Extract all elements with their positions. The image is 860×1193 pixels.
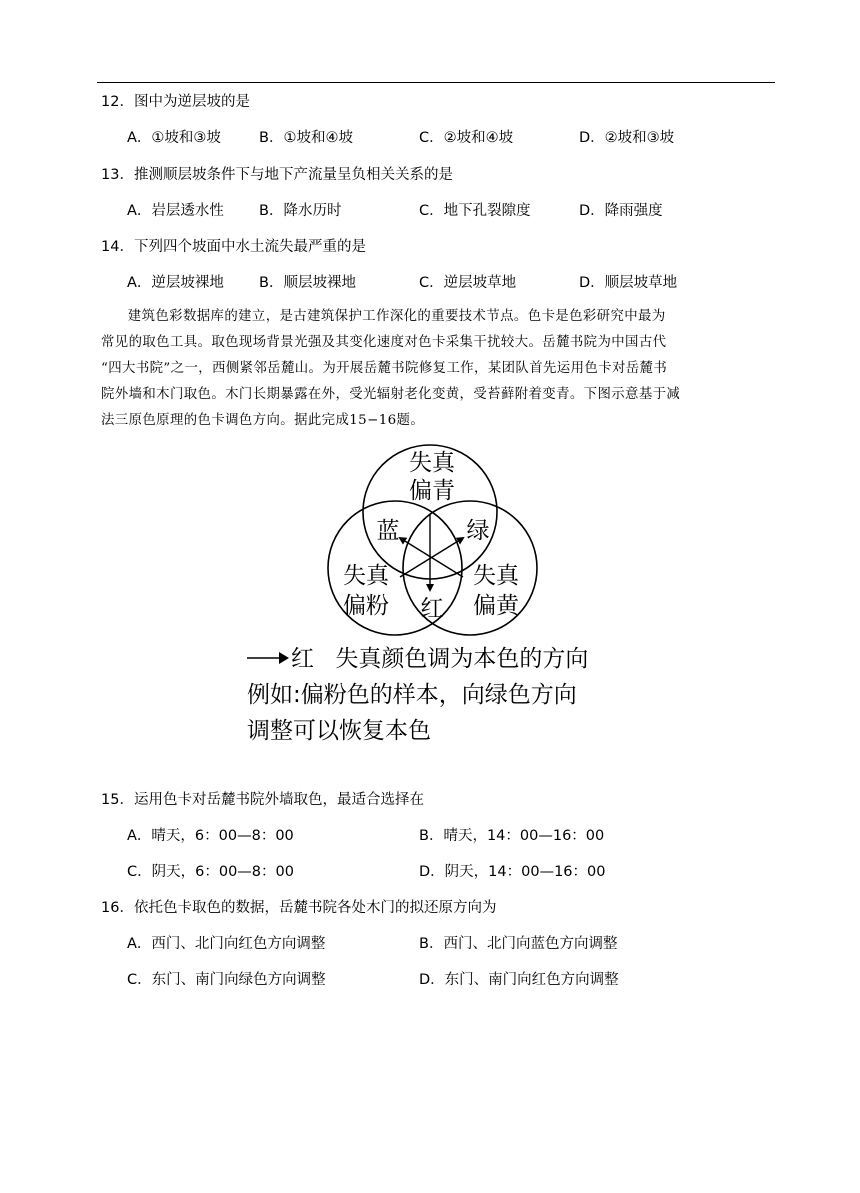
label-red: 红 xyxy=(420,596,444,622)
label-green: 绿 xyxy=(466,518,490,544)
question-14-option-d: D．顺层坡草地 xyxy=(579,275,678,291)
question-14-option-c: C．逆层坡草地 xyxy=(419,275,517,291)
question-13-option-b: B．降水历时 xyxy=(259,203,342,219)
question-16-stem: 16．依托色卡取色的数据，岳麓书院各处木门的拟还原方向为 xyxy=(101,900,497,916)
question-15-option-d: D．阴天，14：00—16：00 xyxy=(419,864,606,880)
question-15-option-c: C．阴天，6：00—8：00 xyxy=(127,864,294,880)
passage-line: 法三原色原理的色卡调色方向。据此完成15−16题。 xyxy=(101,413,425,428)
reading-passage xyxy=(101,304,775,434)
legend-description: 失真颜色调为本色的方向 xyxy=(335,646,589,672)
question-13-stem: 13．推测顺层坡条件下与地下产流量呈负相关关系的是 xyxy=(101,167,453,183)
question-12-option-c: C．②坡和④坡 xyxy=(419,130,514,146)
question-12-stem: 12．图中为逆层坡的是 xyxy=(101,94,250,110)
question-14-option-b: B．顺层坡裸地 xyxy=(259,275,356,291)
legend-arrow-label: 红 xyxy=(291,646,314,672)
passage-line: 院外墙和木门取色。木门长期暴露在外，受光辐射老化变黄，受苔藓附着变青。下图示意基于减 xyxy=(101,387,681,402)
label-left-line2: 偏粉 xyxy=(343,593,389,619)
label-left-line1: 失真 xyxy=(343,563,389,589)
label-right-line2: 偏黄 xyxy=(473,593,519,619)
header-rule xyxy=(97,82,775,83)
label-top-line1: 失真 xyxy=(409,450,455,476)
question-13-option-a: A．岩层透水性 xyxy=(127,203,224,219)
label-blue: 蓝 xyxy=(376,518,400,544)
question-12-option-d: D．②坡和③坡 xyxy=(579,130,675,146)
question-15-stem: 15．运用色卡对岳麓书院外墙取色，最适合选择在 xyxy=(101,792,424,808)
question-15-option-b: B．晴天，14：00—16：00 xyxy=(419,828,605,844)
question-13-option-c: C．地下孔裂隙度 xyxy=(419,203,531,219)
question-15-option-a: A．晴天，6：00—8：00 xyxy=(127,828,294,844)
question-12-option-a: A．①坡和③坡 xyxy=(127,130,221,146)
label-top-line2: 偏青 xyxy=(409,478,455,504)
question-14-option-a: A．逆层坡裸地 xyxy=(127,275,224,291)
legend-line-3: 调整可以恢复本色 xyxy=(247,718,431,744)
question-16-option-a: A．西门、北门向红色方向调整 xyxy=(127,936,326,952)
question-14-stem: 14．下列四个坡面中水土流失最严重的是 xyxy=(101,239,366,255)
passage-line: “四大书院”之一，西侧紧邻岳麓山。为开展岳麓书院修复工作，某团队首先运用色卡对岳麓书 xyxy=(101,361,668,376)
question-16-option-d: D．东门、南门向红色方向调整 xyxy=(419,972,619,988)
passage-line: 常见的取色工具。取色现场背景光强及其变化速度对色卡采集干扰较大。岳麓书院为中国古代 xyxy=(101,335,667,350)
question-16-option-c: C．东门、南门向绿色方向调整 xyxy=(127,972,326,988)
passage-line: 建筑色彩数据库的建立，是古建筑保护工作深化的重要技术节点。色卡是色彩研究中最为 xyxy=(127,309,666,324)
question-12-option-b: B．①坡和④坡 xyxy=(259,130,353,146)
label-right-line1: 失真 xyxy=(473,563,519,589)
legend-line-1 xyxy=(247,641,588,677)
legend-arrow-icon xyxy=(247,648,291,668)
question-16-option-b: B．西门、北门向蓝色方向调整 xyxy=(419,936,618,952)
question-13-option-d: D．降雨强度 xyxy=(579,203,663,219)
legend-line-2: 例如:偏粉色的样本，向绿色方向 xyxy=(247,682,577,708)
color-card-diagram xyxy=(320,440,550,645)
